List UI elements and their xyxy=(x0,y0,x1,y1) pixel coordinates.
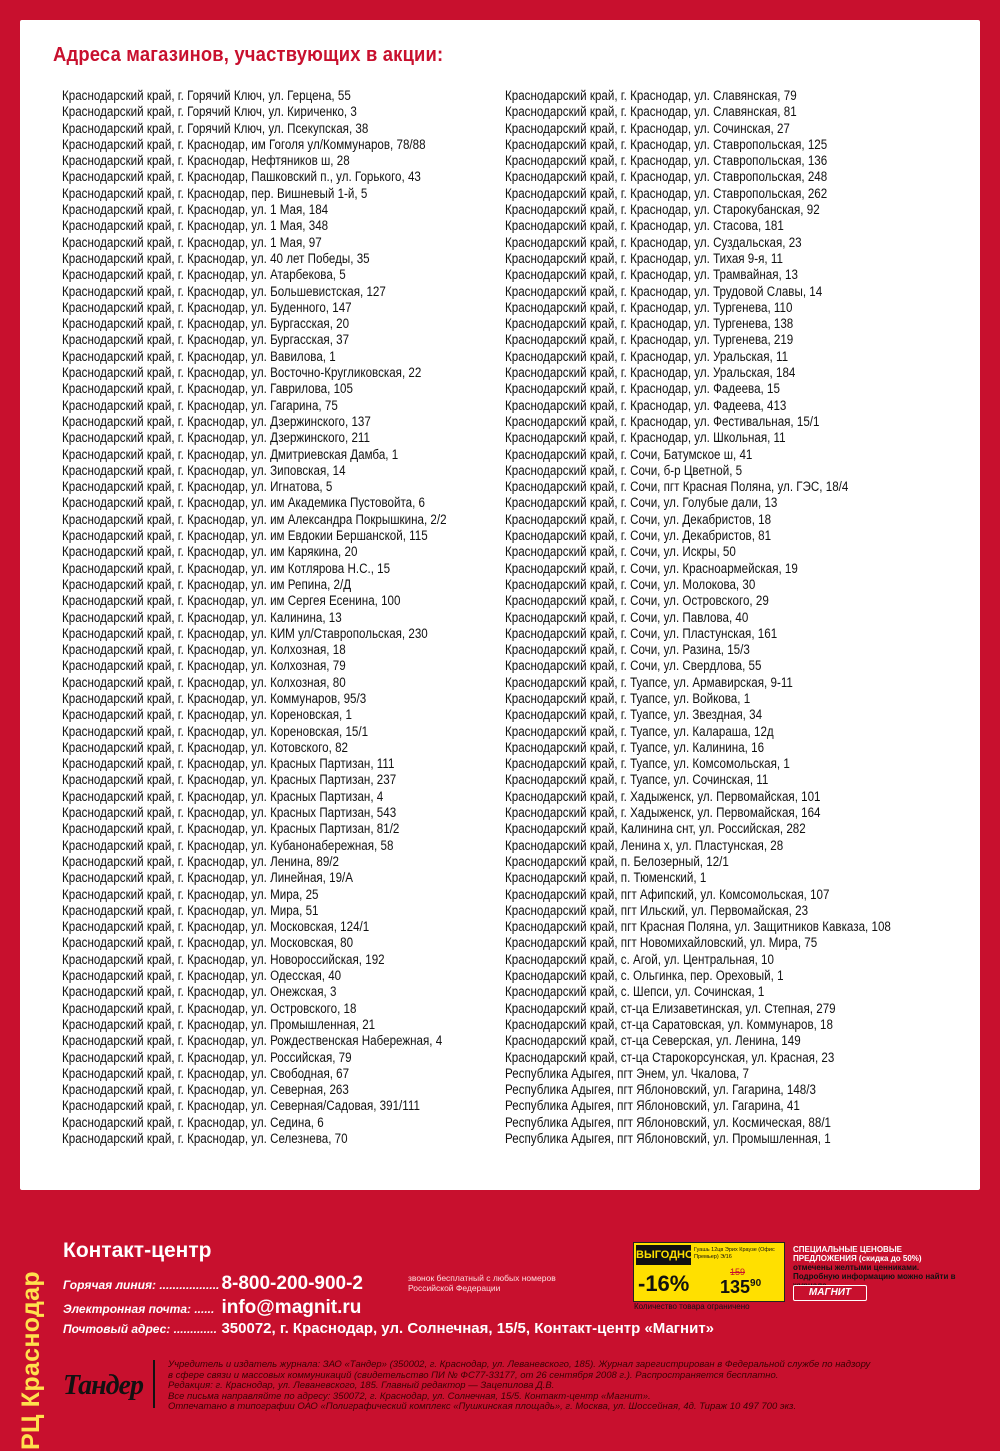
hotline-row xyxy=(63,1273,363,1295)
address-item: Краснодарский край, г. Краснодар, ул. Большевистская, 127 xyxy=(62,283,386,299)
address-item: Краснодарский край, г. Хадыженск, ул. Первомайская, 164 xyxy=(505,805,821,821)
address-item: Краснодарский край, г. Сочи, ул. Молокова, 30 xyxy=(505,576,756,592)
address-item: Краснодарский край, с. Ольгинка, пер. Ореховый, 1 xyxy=(505,968,784,984)
price-tag-example xyxy=(633,1242,785,1302)
address-item: Краснодарский край, п. Тюменский, 1 xyxy=(505,870,707,886)
promo-old-price: 159 xyxy=(730,1267,746,1277)
contact-footer xyxy=(0,1190,1000,1451)
email-row xyxy=(63,1297,361,1319)
email-label: Электронная почта: ...... xyxy=(63,1302,215,1316)
address-item: Краснодарский край, г. Краснодар, ул. Старокубанская, 92 xyxy=(505,202,820,218)
address-item: Краснодарский край, г. Краснодар, ул. Фадеева, 413 xyxy=(505,397,787,413)
address-item: Краснодарский край, г. Краснодар, ул. 1 Мая, 97 xyxy=(62,234,322,250)
email-link[interactable]: info@magnit.ru xyxy=(221,1297,362,1318)
address-item: Краснодарский край, г. Краснодар, пер. Вишневый 1-й, 5 xyxy=(62,185,368,201)
address-item: Краснодарский край, г. Краснодар, им Гоголя ул/Коммунаров, 78/88 xyxy=(62,136,426,152)
address-item: Краснодарский край, г. Краснодар, ул. Одесская, 40 xyxy=(62,968,342,984)
address-item: Краснодарский край, г. Краснодар, ул. Ставропольская, 136 xyxy=(505,153,828,169)
tander-logo-text: Тандер xyxy=(63,1370,143,1401)
promo-product-name: Гуашь 12цв Эрих Краузе (Офис Премьер) Э/16 xyxy=(694,1247,775,1260)
address-item: Краснодарский край, г. Краснодар, ул. Бургасская, 20 xyxy=(62,316,350,332)
address-item: Краснодарский край, г. Краснодар, ул. 1 Мая, 184 xyxy=(62,202,329,218)
address-item: Краснодарский край, г. Краснодар, ул. Московская, 80 xyxy=(62,935,354,951)
tander-logo-divider xyxy=(153,1360,155,1408)
address-item: Краснодарский край, п. Белозерный, 12/1 xyxy=(505,853,729,869)
contact-center-title: Контакт-центр xyxy=(63,1239,212,1262)
address-item: Республика Адыгея, пгт Энем, ул. Чкалова, 7 xyxy=(505,1065,749,1081)
address-item: Краснодарский край, г. Горячий Ключ, ул. Герцена, 55 xyxy=(62,88,351,103)
address-item: Краснодарский край, г. Краснодар, ул. Восточно-Кругликовская, 22 xyxy=(62,365,422,381)
address-item: Краснодарский край, г. Краснодар, ул. Островского, 18 xyxy=(62,1000,357,1016)
address-item: Республика Адыгея, пгт Яблоновский, ул. Космическая, 88/1 xyxy=(505,1114,832,1130)
address-item: Краснодарский край, г. Краснодар, ул. Кубанонабережная, 58 xyxy=(62,837,394,853)
postal-label: Почтовый адрес: ............. xyxy=(63,1322,217,1336)
address-item: Краснодарский край, ст-ца Старокорсунская, ул. Красная, 23 xyxy=(505,1049,835,1065)
address-item: Краснодарский край, г. Краснодар, ул. Суздальская, 23 xyxy=(505,234,802,250)
address-item: Краснодарский край, г. Краснодар, ул. Бургасская, 37 xyxy=(62,332,350,348)
address-item: Краснодарский край, г. Краснодар, ул. Уральская, 184 xyxy=(505,365,796,381)
address-item: Краснодарский край, г. Краснодар, ул. Трамвайная, 13 xyxy=(505,267,798,283)
region-label: РЦ Краснодар xyxy=(17,1271,45,1450)
address-item: Краснодарский край, г. Туапсе, ул. Сочинская, 11 xyxy=(505,772,769,788)
address-item: Краснодарский край, с. Шепси, ул. Сочинская, 1 xyxy=(505,984,765,1000)
promo-badge: ВЫГОДНО xyxy=(636,1245,691,1265)
address-item: Краснодарский край, г. Туапсе, ул. Комсомольская, 1 xyxy=(505,756,790,772)
address-item: Краснодарский край, г. Краснодар, ул. им Александра Покрышкина, 2/2 xyxy=(62,511,447,527)
address-item: Краснодарский край, Калинина снт, ул. Российская, 282 xyxy=(505,821,806,837)
address-item: Краснодарский край, г. Краснодар, ул. Стасова, 181 xyxy=(505,218,784,234)
address-item: Краснодарский край, г. Краснодар, ул. Линейная, 19/А xyxy=(62,870,354,886)
address-item: Краснодарский край, г. Краснодар, ул. Зиповская, 14 xyxy=(62,462,346,478)
address-item: Краснодарский край, г. Сочи, ул. Декабристов, 81 xyxy=(505,528,772,544)
address-item: Краснодарский край, г. Краснодар, ул. Тургенева, 219 xyxy=(505,332,794,348)
address-item: Краснодарский край, г. Хадыженск, ул. Первомайская, 101 xyxy=(505,788,821,804)
address-item: Краснодарский край, г. Краснодар, ул. Уральская, 11 xyxy=(505,348,789,364)
address-item: Краснодарский край, г. Краснодар, ул. Котовского, 82 xyxy=(62,739,349,755)
address-item: Краснодарский край, г. Туапсе, ул. Армавирская, 9-11 xyxy=(505,674,793,690)
address-item: Краснодарский край, г. Краснодар, ул. Трудовой Славы, 14 xyxy=(505,283,823,299)
imprint-line: в сфере связи и массовых коммуникаций (свидетельство ПИ № ФС77-33177, от 26 сентября 2008 г.). Распространяется бесплатно. xyxy=(168,1369,779,1381)
address-item: Краснодарский край, г. Краснодар, ул. Северная, 263 xyxy=(62,1082,349,1098)
address-item: Краснодарский край, пгт Новомихайловский, ул. Мира, 75 xyxy=(505,935,818,951)
address-item: Краснодарский край, г. Краснодар, ул. им Карякина, 20 xyxy=(62,544,358,560)
special-offer-title: СПЕЦИАЛЬНЫЕ ЦЕНОВЫЕ ПРЕДЛОЖЕНИЯ (скидка до 50%) xyxy=(793,1245,922,1263)
address-item: Краснодарский край, г. Краснодар, ул. Тургенева, 110 xyxy=(505,299,793,315)
address-item: Краснодарский край, г. Краснодар, ул. Московская, 124/1 xyxy=(62,919,370,935)
address-item: Краснодарский край, г. Краснодар, ул. им Котлярова Н.С., 15 xyxy=(62,560,391,576)
address-item: Краснодарский край, г. Краснодар, ул. Ставропольская, 262 xyxy=(505,185,828,201)
address-item: Краснодарский край, г. Краснодар, ул. Колхозная, 18 xyxy=(62,642,346,658)
address-item: Краснодарский край, г. Краснодар, ул. Буденного, 147 xyxy=(62,299,352,315)
address-item: Республика Адыгея, пгт Яблоновский, ул. Гагарина, 41 xyxy=(505,1098,800,1114)
address-list-right xyxy=(505,88,954,1147)
address-item: Краснодарский край, г. Краснодар, ул. Селезнева, 70 xyxy=(62,1131,348,1146)
address-item: Краснодарский край, с. Агой, ул. Центральная, 10 xyxy=(505,951,774,967)
address-item: Краснодарский край, г. Краснодар, ул. Красных Партизан, 4 xyxy=(62,788,384,804)
address-item: Краснодарский край, г. Туапсе, ул. Войкова, 1 xyxy=(505,690,751,706)
address-item: Краснодарский край, г. Краснодар, ул. Славянская, 81 xyxy=(505,104,797,120)
special-offer-text xyxy=(793,1245,963,1290)
postal-address: 350072, г. Краснодар, ул. Солнечная, 15/5, Контакт-центр «Магнит» xyxy=(221,1320,715,1337)
address-item: Краснодарский край, г. Краснодар, ул. Игнатова, 5 xyxy=(62,479,333,495)
address-item: Краснодарский край, ст-ца Северская, ул. Ленина, 149 xyxy=(505,1033,801,1049)
address-item: Краснодарский край, г. Туапсе, ул. Калараша, 12д xyxy=(505,723,774,739)
address-item: Краснодарский край, г. Горячий Ключ, ул. Псекупская, 38 xyxy=(62,120,369,136)
address-item: Краснодарский край, пгт Афипский, ул. Комсомольская, 107 xyxy=(505,886,830,902)
address-item: Краснодарский край, г. Краснодар, ул. Мира, 51 xyxy=(62,902,319,918)
address-item: Краснодарский край, г. Краснодар, ул. Тургенева, 138 xyxy=(505,316,794,332)
address-item: Краснодарский край, г. Краснодар, ул. им Репина, 2/Д xyxy=(62,576,352,592)
address-item: Краснодарский край, ст-ца Саратовская, ул. Коммунаров, 18 xyxy=(505,1016,833,1032)
address-item: Краснодарский край, г. Сочи, ул. Разина, 15/3 xyxy=(505,642,750,658)
address-item: Краснодарский край, г. Краснодар, Пашковский п., ул. Горького, 43 xyxy=(62,169,421,185)
address-item: Краснодарский край, г. Краснодар, ул. Новороссийская, 192 xyxy=(62,951,385,967)
page-title: Адреса магазинов, участвующих в акции: xyxy=(53,44,444,66)
address-list-left xyxy=(62,88,509,1147)
address-item: Республика Адыгея, пгт Яблоновский, ул. Промышленная, 1 xyxy=(505,1131,831,1146)
address-item: Краснодарский край, г. Сочи, ул. Голубые дали, 13 xyxy=(505,495,778,511)
address-item: Краснодарский край, г. Сочи, ул. Декабристов, 18 xyxy=(505,511,772,527)
address-item: Краснодарский край, г. Краснодар, ул. им Евдокии Бершанской, 115 xyxy=(62,528,428,544)
address-item: Краснодарский край, г. Краснодар, ул. Ставропольская, 125 xyxy=(505,136,828,152)
imprint-line: Все письма направляйте по адресу: 350072, г. Краснодар, ул. Солнечная, 15/5. Контакт-центр «Магнит». xyxy=(168,1390,651,1402)
address-item: Краснодарский край, г. Краснодар, ул. Дмитриевская Дамба, 1 xyxy=(62,446,399,462)
address-item: Краснодарский край, г. Сочи, ул. Свердлова, 55 xyxy=(505,658,762,674)
address-item: Краснодарский край, г. Краснодар, ул. Свободная, 67 xyxy=(62,1065,350,1081)
address-item: Краснодарский край, г. Сочи, ул. Пластунская, 161 xyxy=(505,625,778,641)
address-item: Краснодарский край, г. Краснодар, Нефтяников ш, 28 xyxy=(62,153,350,169)
address-item: Краснодарский край, г. Краснодар, ул. Колхозная, 79 xyxy=(62,658,346,674)
address-item: Краснодарский край, г. Краснодар, ул. Кореновская, 15/1 xyxy=(62,723,369,739)
address-item: Краснодарский край, г. Сочи, ул. Островского, 29 xyxy=(505,593,769,609)
promo-discount: -16% xyxy=(638,1271,690,1296)
address-item: Краснодарский край, г. Краснодар, ул. Коммунаров, 95/3 xyxy=(62,690,367,706)
address-item: Краснодарский край, пгт Красная Поляна, ул. Защитников Кавказа, 108 xyxy=(505,919,891,935)
address-item: Краснодарский край, г. Краснодар, ул. Дзержинского, 137 xyxy=(62,413,371,429)
address-item: Краснодарский край, г. Краснодар, ул. Ленина, 89/2 xyxy=(62,853,339,869)
address-item: Краснодарский край, г. Сочи, Батумское ш, 41 xyxy=(505,446,753,462)
address-item: Краснодарский край, г. Краснодар, ул. Колхозная, 80 xyxy=(62,674,346,690)
address-item: Краснодарский край, пгт Ильский, ул. Первомайская, 23 xyxy=(505,902,809,918)
address-item: Краснодарский край, г. Краснодар, ул. Калинина, 13 xyxy=(62,609,342,625)
magnit-logo: МАГНИТ xyxy=(793,1285,867,1301)
address-item: Краснодарский край, г. Краснодар, ул. Тихая 9-я, 11 xyxy=(505,250,783,266)
address-item: Краснодарский край, г. Краснодар, ул. Фадеева, 15 xyxy=(505,381,780,397)
address-item: Краснодарский край, г. Краснодар, ул. Славянская, 79 xyxy=(505,88,797,103)
address-item: Краснодарский край, г. Краснодар, ул. 1 Мая, 348 xyxy=(62,218,329,234)
address-item: Республика Адыгея, пгт Яблоновский, ул. Гагарина, 148/3 xyxy=(505,1082,816,1098)
address-item: Краснодарский край, г. Краснодар, ул. Ставропольская, 248 xyxy=(505,169,828,185)
promo-note: Количество товара ограничено xyxy=(634,1302,750,1311)
address-item: Краснодарский край, г. Краснодар, ул. Российская, 79 xyxy=(62,1049,352,1065)
address-item: Краснодарский край, г. Краснодар, ул. Вавилова, 1 xyxy=(62,348,336,364)
hotline-label: Горячая линия: .................. xyxy=(63,1278,220,1292)
address-item: Краснодарский край, г. Краснодар, ул. Северная/Садовая, 391/111 xyxy=(62,1098,420,1114)
postal-row xyxy=(63,1320,714,1338)
address-item: Краснодарский край, г. Краснодар, ул. 40 лет Победы, 35 xyxy=(62,250,370,266)
address-item: Краснодарский край, г. Краснодар, ул. Красных Партизан, 543 xyxy=(62,805,397,821)
promo-new-price: $135^{90}$ xyxy=(720,1277,762,1297)
address-item: Краснодарский край, Ленина х, ул. Пластунская, 28 xyxy=(505,837,784,853)
address-item: Краснодарский край, г. Краснодар, ул. Рождественская Набережная, 4 xyxy=(62,1033,443,1049)
imprint-line: Редакция: г. Краснодар, ул. Леваневского, 185. Главный редактор — Зацепилова Д.В. xyxy=(168,1380,555,1391)
address-panel xyxy=(20,20,980,1190)
address-item: Краснодарский край, г. Туапсе, ул. Звездная, 34 xyxy=(505,707,763,723)
address-item: Краснодарский край, г. Краснодар, ул. Атарбекова, 5 xyxy=(62,267,346,283)
address-item: Краснодарский край, г. Краснодар, ул. Красных Партизан, 237 xyxy=(62,772,397,788)
special-offer-body: отмечены желтыми ценниками. Подробную информацию можно найти в xyxy=(793,1263,956,1281)
imprint-line: Отпечатано в типографии ОАО «Полиграфический комплекс «Пушкинская площадь», г. Москва, ул. Шоссейная, 4д. Тираж 10 497 700 экз. xyxy=(168,1401,797,1412)
region-label-wrap xyxy=(0,1190,55,1451)
address-item: Краснодарский край, г. Краснодар, ул. Красных Партизан, 81/2 xyxy=(62,821,400,837)
address-item: Краснодарский край, г. Краснодар, ул. им Академика Пустовойта, 6 xyxy=(62,495,426,511)
imprint-line: Учредитель и издатель журнала: ЗАО «Тандер» (350002, г. Краснодар, ул. Леваневского, 185). Журнал зарегистрирован в Федеральной службе по надзору xyxy=(168,1359,871,1370)
address-item: Краснодарский край, г. Сочи, ул. Красноармейская, 19 xyxy=(505,560,798,576)
address-item: Краснодарский край, г. Краснодар, ул. КИМ ул/Ставропольская, 230 xyxy=(62,625,428,641)
hotline-note: звонок бесплатный с любых номеров Российской Федерации xyxy=(408,1273,556,1293)
address-item: Краснодарский край, г. Краснодар, ул. Дзержинского, 211 xyxy=(62,430,370,446)
tander-logo xyxy=(63,1360,143,1408)
address-item: Краснодарский край, г. Краснодар, ул. Школьная, 11 xyxy=(505,430,786,446)
address-item: Краснодарский край, г. Краснодар, ул. Промышленная, 21 xyxy=(62,1016,376,1032)
address-item: Краснодарский край, г. Краснодар, ул. им Сергея Есенина, 100 xyxy=(62,593,401,609)
address-item: Краснодарский край, г. Сочи, ул. Искры, 50 xyxy=(505,544,736,560)
address-item: Краснодарский край, г. Краснодар, ул. Гаврилова, 105 xyxy=(62,381,353,397)
address-item: Краснодарский край, г. Краснодар, ул. Красных Партизан, 111 xyxy=(62,756,395,772)
address-item: Краснодарский край, г. Краснодар, ул. Мира, 25 xyxy=(62,886,319,902)
hotline-phone-link[interactable]: 8-800-200-900-2 xyxy=(221,1273,363,1294)
address-item: Краснодарский край, г. Краснодар, ул. Сочинская, 27 xyxy=(505,120,790,136)
address-item: Краснодарский край, ст-ца Елизаветинская, ул. Степная, 279 xyxy=(505,1000,836,1016)
address-item: Краснодарский край, г. Сочи, б-р Цветной, 5 xyxy=(505,462,743,478)
imprint-text xyxy=(168,1360,968,1413)
address-item: Краснодарский край, г. Краснодар, ул. Онежская, 3 xyxy=(62,984,337,1000)
address-item: Краснодарский край, г. Краснодар, ул. Кореновская, 1 xyxy=(62,707,352,723)
address-item: Краснодарский край, г. Туапсе, ул. Калинина, 16 xyxy=(505,739,765,755)
address-item: Краснодарский край, г. Сочи, пгт Красная Поляна, ул. ГЭС, 18/4 xyxy=(505,479,849,495)
address-item: Краснодарский край, г. Краснодар, ул. Фестивальная, 15/1 xyxy=(505,413,820,429)
address-item: Краснодарский край, г. Краснодар, ул. Седина, 6 xyxy=(62,1114,324,1130)
address-item: Краснодарский край, г. Сочи, ул. Павлова, 40 xyxy=(505,609,749,625)
address-item: Краснодарский край, г. Краснодар, ул. Гагарина, 75 xyxy=(62,397,338,413)
address-item: Краснодарский край, г. Горячий Ключ, ул. Кириченко, 3 xyxy=(62,104,357,120)
